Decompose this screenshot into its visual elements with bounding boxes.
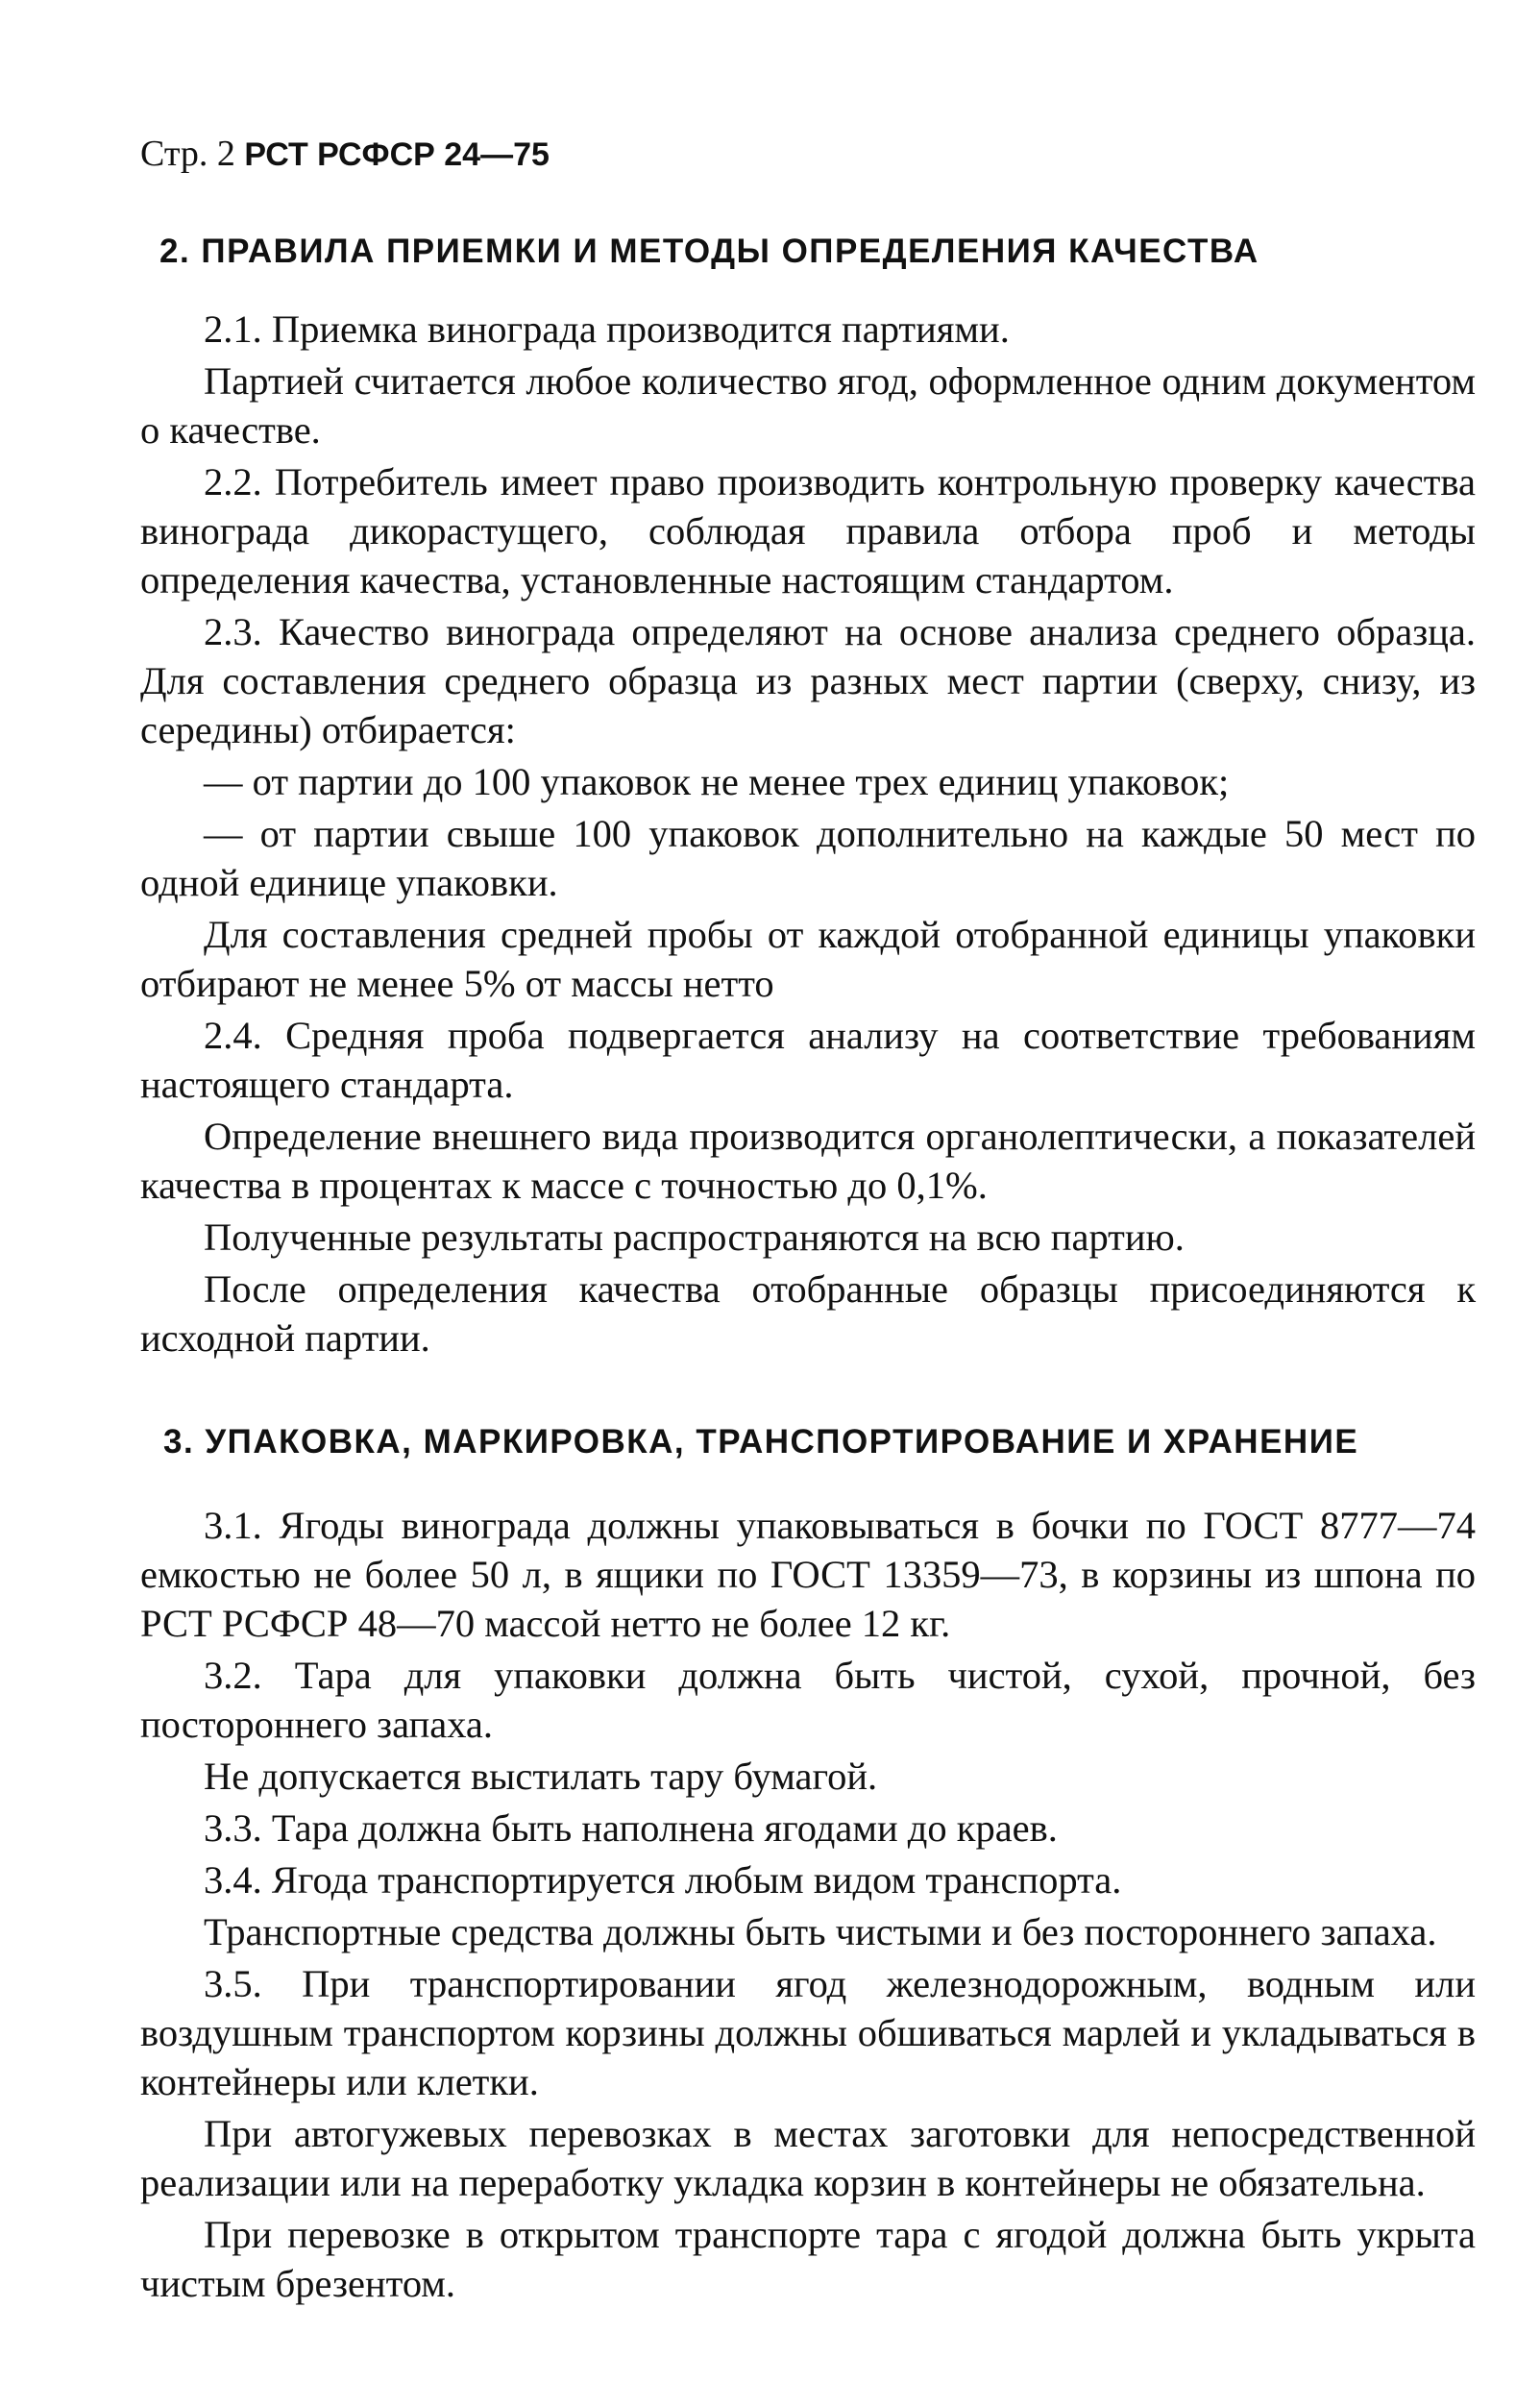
paragraph-2-4: 2.4. Средняя проба подвергается анализу на соответствие требованиям настоящего стандарта. xyxy=(140,1014,1476,1106)
document-page xyxy=(140,125,1476,2311)
paragraph-3-4: 3.4. Ягода транспортируется любым видом транспорта. xyxy=(204,1858,1122,1902)
paragraph-2-3: 2.3. Качество винограда определяют на основе анализа среднего образца. Для составления среднего образца из разных мест партии (сверху, снизу, из середины) отбирается: xyxy=(140,610,1476,751)
paragraph-3-2: 3.2. Тара для упаковки должна быть чистой, сухой, прочной, без постороннего запаха. xyxy=(140,1654,1476,1746)
paragraph-no-paper: Не допускается выстилать тару бумагой. xyxy=(204,1755,878,1798)
page-label: Стр. 2 xyxy=(140,134,235,174)
paragraph-2-2: 2.2. Потребитель имеет право производить контрольную проверку качества винограда дикорастущего, соблюдая правила отбора проб и методы определения качества, установленные настоящим стандартом. xyxy=(140,460,1476,602)
section-2 xyxy=(140,228,1476,1363)
paragraph-results: Полученные результаты распространяются на всю партию. xyxy=(204,1215,1185,1259)
paragraph-samples-return: После определения качества отобранные образцы присоединяются к исходной партии. xyxy=(140,1267,1476,1360)
paragraph-appearance: Определение внешнего вида производится органолептически, а показателей качества в процентах к массе с точностью до 0,1%. xyxy=(140,1115,1476,1207)
paragraph-sample: Для составления средней пробы от каждой отобранной единицы упаковки отбирают не менее 5% от массы нетто xyxy=(140,913,1476,1005)
list-item-dash: — от партии свыше 100 упаковок дополнительно на каждые 50 мест по одной единице упаковки. xyxy=(140,812,1476,904)
list-item-dash: — от партии до 100 упаковок не менее трех единиц упаковок; xyxy=(204,760,1230,803)
paragraph-open-transport: При перевозке в открытом транспорте тара с ягодой должна быть укрыта чистым брезентом. xyxy=(140,2213,1476,2305)
paragraph-3-5: 3.5. При транспортировании ягод железнодорожным, водным или воздушным транспортом корзины должны обшиваться марлей и укладываться в контейнеры или клетки. xyxy=(140,1962,1476,2103)
paragraph-3-1: 3.1. Ягоды винограда должны упаковываться в бочки по ГОСТ 8777—74 емкостью не более 50 л, в ящики по ГОСТ 13359—73, в корзины из шпона по РСТ РСФСР 48—70 массой нетто не более 12 кг. xyxy=(140,1504,1476,1645)
paragraph-3-3: 3.3. Тара должна быть наполнена ягодами до краев. xyxy=(204,1806,1058,1850)
document-code: РСТ РСФСР 24—75 xyxy=(244,136,550,173)
page-header xyxy=(140,125,1476,184)
paragraph-lot-definition: Партией считается любое количество ягод, оформленное одним документом о качестве. xyxy=(140,359,1476,452)
paragraph-2-1: 2.1. Приемка винограда производится партиями. xyxy=(204,307,1010,351)
section-title: 2. ПРАВИЛА ПРИЕМКИ И МЕТОДЫ ОПРЕДЕЛЕНИЯ КАЧЕСТВА xyxy=(159,233,1259,270)
section-title: 3. УПАКОВКА, МАРКИРОВКА, ТРАНСПОРТИРОВАНИЕ И ХРАНЕНИЕ xyxy=(163,1423,1359,1461)
paragraph-vehicles: Транспортные средства должны быть чистыми и без постороннего запаха. xyxy=(204,1910,1437,1953)
section-3 xyxy=(140,1418,1476,2308)
paragraph-road-transport: При автогужевых перевозках в местах заготовки для непосредственной реализации или на переработку укладка корзин в контейнеры не обязательна. xyxy=(140,2112,1476,2204)
